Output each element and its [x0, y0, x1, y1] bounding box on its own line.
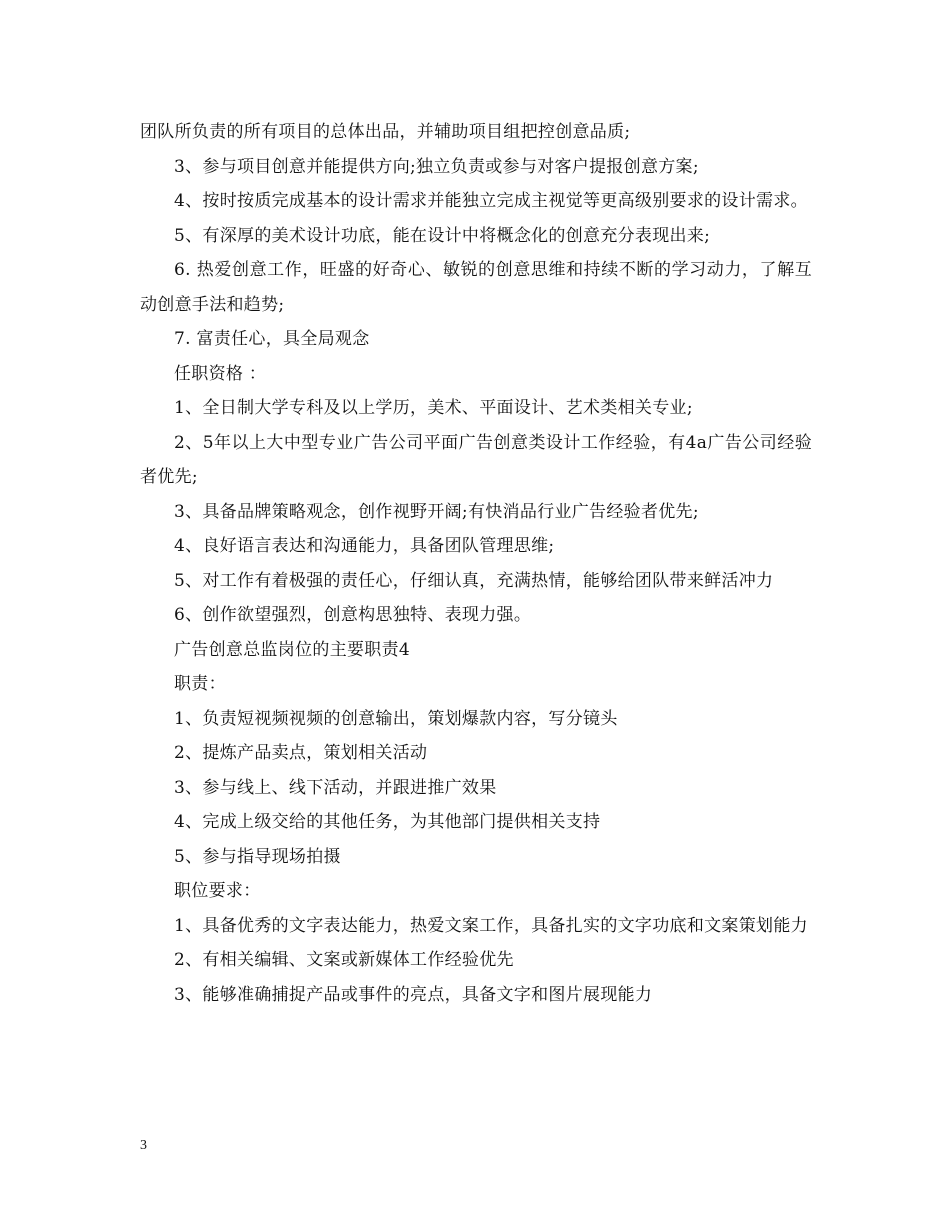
paragraph-duty-b3: 3、参与线上、线下活动，并跟进推广效果 [174, 777, 497, 798]
paragraph-duty-b5: 5、参与指导现场拍摄 [174, 846, 341, 867]
paragraph-requirement-2: 2、有相关编辑、文案或新媒体工作经验优先 [174, 950, 514, 970]
paragraph-continuation: 团队所负责的所有项目的总体出品，并辅助项目组把控创意品质; [140, 122, 631, 142]
paragraph-duty-4: 4、按时按质完成基本的设计需求并能独立完成主视觉等更高级别要求的设计需求。 [174, 191, 808, 211]
paragraph-qualification-3: 3、具备品牌策略观念，创作视野开阔;有快消品行业广告经验者优先; [174, 501, 699, 522]
paragraph-duty-7: 7. 富责任心，具全局观念 [174, 329, 370, 349]
paragraph-duty-b1: 1、负责短视频视频的创意输出，策划爆款内容，写分镜头 [174, 708, 618, 729]
section-heading-requirements: 职位要求： [174, 881, 261, 901]
document-body [140, 115, 812, 1012]
paragraph-requirement-3: 3、能够准确捕捉产品或事件的亮点，具备文字和图片展现能力 [174, 984, 653, 1005]
paragraph-duty-3: 3、参与项目创意并能提供方向;独立负责或参与对客户提报创意方案; [174, 156, 699, 177]
paragraph-duty-5: 5、有深厚的美术设计功底，能在设计中将概念化的创意充分表现出来; [174, 225, 711, 246]
paragraph-qualification-2: 2、5年以上大中型专业广告公司平面广告创意类设计工作经验，有4a广告公司经验者优先; [140, 432, 812, 487]
page-number: 3 [140, 1138, 147, 1153]
paragraph-qualification-4: 4、良好语言表达和沟通能力，具备团队管理思维; [174, 536, 555, 556]
paragraph-qualification-6: 6、创作欲望强烈，创意构思独特、表现力强。 [174, 605, 532, 625]
paragraph-requirement-1: 1、具备优秀的文字表达能力，热爱文案工作，具备扎实的文字功底和文案策划能力 [174, 915, 808, 936]
paragraph-qualification-1: 1、全日制大学专科及以上学历，美术、平面设计、艺术类相关专业; [174, 398, 693, 418]
section-heading-qualifications: 任职资格 ： [174, 363, 267, 384]
section-title-duties-4: 广告创意总监岗位的主要职责4 [174, 639, 411, 660]
paragraph-duty-b4: 4、完成上级交给的其他任务，为其他部门提供相关支持 [174, 812, 601, 832]
section-heading-duties: 职责： [174, 674, 226, 694]
paragraph-qualification-5: 5、对工作有着极强的责任心，仔细认真，充满热情，能够给团队带来鲜活冲力 [174, 570, 774, 591]
paragraph-duty-b2: 2、提炼产品卖点，策划相关活动 [174, 743, 428, 763]
paragraph-duty-6: 6. 热爱创意工作，旺盛的好奇心、敏锐的创意思维和持续不断的学习动力，了解互动创意手法和趋势; [140, 260, 812, 315]
